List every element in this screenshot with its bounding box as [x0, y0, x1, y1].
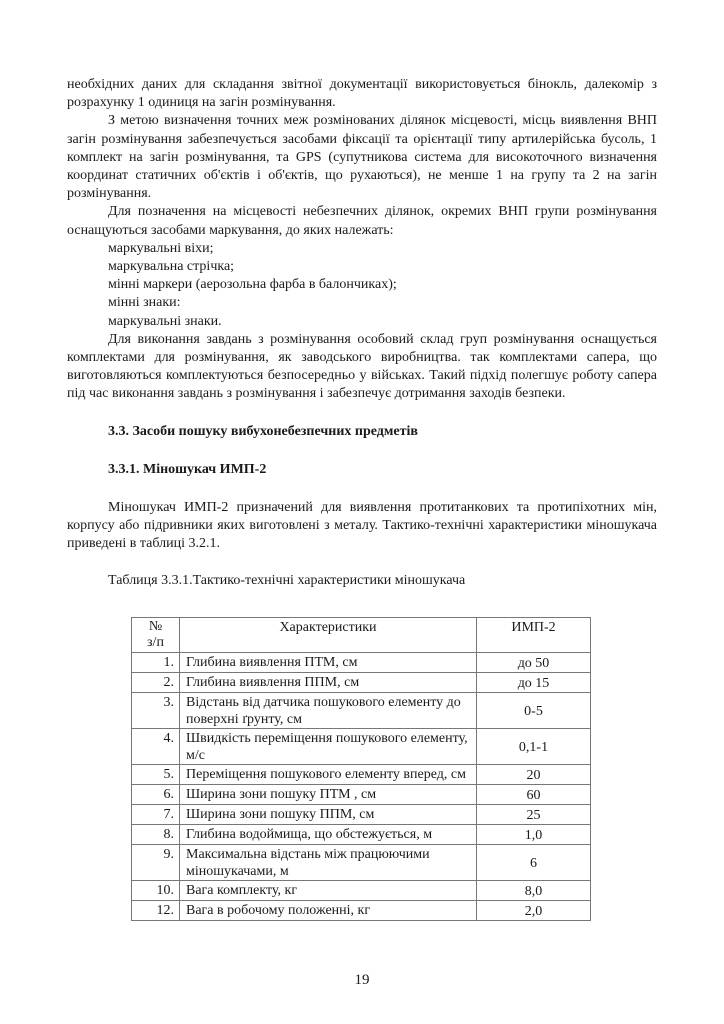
- table-row: [132, 673, 591, 693]
- row-value: 0-5: [477, 693, 591, 729]
- table-row: [132, 881, 591, 901]
- list-item: маркувальна стрічка;: [108, 259, 235, 275]
- row-characteristic: Відстань від датчика пошукового елементу до поверхні ґрунту, см: [180, 693, 477, 729]
- table-header-row: [132, 618, 591, 653]
- list-item: мінні знаки:: [108, 295, 181, 311]
- row-characteristic: Глибина виявлення ППМ, см: [180, 673, 477, 693]
- row-number: 10.: [132, 881, 180, 901]
- table-row: [132, 785, 591, 805]
- table-row: [132, 729, 591, 765]
- row-value: до 15: [477, 673, 591, 693]
- specs-table: [131, 617, 591, 921]
- header-number: [132, 618, 180, 653]
- row-number: 3.: [132, 693, 180, 729]
- row-value: 25: [477, 805, 591, 825]
- body-text: [67, 76, 657, 590]
- row-value: 2,0: [477, 901, 591, 921]
- table-row: [132, 901, 591, 921]
- row-value: 60: [477, 785, 591, 805]
- list-item: маркувальні знаки.: [108, 313, 222, 329]
- row-number: 7.: [132, 805, 180, 825]
- row-number: 5.: [132, 765, 180, 785]
- list-item: маркувальні віхи;: [108, 240, 214, 256]
- row-number: 6.: [132, 785, 180, 805]
- table-row: [132, 825, 591, 845]
- row-characteristic: Глибина водоймища, що обстежується, м: [180, 825, 477, 845]
- row-value: 8,0: [477, 881, 591, 901]
- paragraph-4: Для виконання завдань з розмінування особовий склад груп розмінування оснащується комплектами для розмінування, як заводського виробництва. так комплектами сапера, що виготовляються комплектуються безпосередньо у військах. Такий підхід полегшує роботу сапера під час виконання завдань з розмінування і забезпечує дотримання заходів безпеки.: [67, 331, 657, 402]
- list-item: мінні маркери (аерозольна фарба в балончиках);: [108, 277, 397, 293]
- table-row: [132, 845, 591, 881]
- row-characteristic: Швидкість переміщення пошукового елементу, м/с: [180, 729, 477, 765]
- row-value: до 50: [477, 653, 591, 673]
- paragraph-3: Для позначення на місцевості небезпечних ділянок, окремих ВНП групи розмінування оснащуються засобами маркування, до яких належать:: [67, 204, 657, 238]
- row-number: 9.: [132, 845, 180, 881]
- paragraph-2: З метою визначення точних меж розмінованих ділянок місцевості, місць виявлення ВНП загін розмінування забезпечується засобами фіксації та орієнтації типу артилерійська бусоль, 1 комплект на загін розмінування, та GPS (супутникова система для високоточного визначення координат статичних об'єктів і об'єктів, що рухаються), не менше 1 на групу та 2 на загін розмінування.: [67, 113, 657, 202]
- header-characteristics: Характеристики: [180, 618, 477, 653]
- row-number: 8.: [132, 825, 180, 845]
- table-row: [132, 653, 591, 673]
- table-row: [132, 693, 591, 729]
- header-value: ИМП-2: [477, 618, 591, 653]
- table-row: [132, 765, 591, 785]
- row-value: 0,1-1: [477, 729, 591, 765]
- row-characteristic: Ширина зони пошуку ППМ, см: [180, 805, 477, 825]
- table-row: [132, 805, 591, 825]
- row-characteristic: Максимальна відстань між працюючими міношукачами, м: [180, 845, 477, 881]
- row-value: 1,0: [477, 825, 591, 845]
- row-characteristic: Вага комплекту, кг: [180, 881, 477, 901]
- paragraph-1: необхідних даних для складання звітної документації використовується бінокль, далекомір з розрахунку 1 одиниця на загін розмінування.: [67, 77, 657, 111]
- row-number: 2.: [132, 673, 180, 693]
- header-number-sign: №: [148, 619, 163, 634]
- row-number: 4.: [132, 729, 180, 765]
- row-number: 12.: [132, 901, 180, 921]
- table-caption: Таблиця 3.3.1.Тактико-технічні характеристики міношукача: [108, 573, 466, 589]
- page-number: 19: [354, 972, 370, 988]
- row-number: 1.: [132, 653, 180, 673]
- row-value: 6: [477, 845, 591, 881]
- row-value: 20: [477, 765, 591, 785]
- section-heading: 3.3. Засоби пошуку вибухонебезпечних предметів: [108, 423, 418, 439]
- row-characteristic: Вага в робочому положенні, кг: [180, 901, 477, 921]
- paragraph-imp: Міношукач ИМП-2 призначений для виявлення протитанкових та протипіхотних мін, корпусу або підривники яких виготовлені з металу. Тактико-технічні характеристики міношукача приведені в таблиці 3.2.1.: [67, 499, 657, 552]
- subsection-heading: 3.3.1. Міношукач ИМП-2: [108, 461, 267, 477]
- row-characteristic: Глибина виявлення ПТМ, см: [180, 653, 477, 673]
- row-characteristic: Ширина зони пошуку ПТМ , см: [180, 785, 477, 805]
- row-characteristic: Переміщення пошукового елементу вперед, см: [180, 765, 477, 785]
- header-number-abbr: з/п: [147, 635, 164, 650]
